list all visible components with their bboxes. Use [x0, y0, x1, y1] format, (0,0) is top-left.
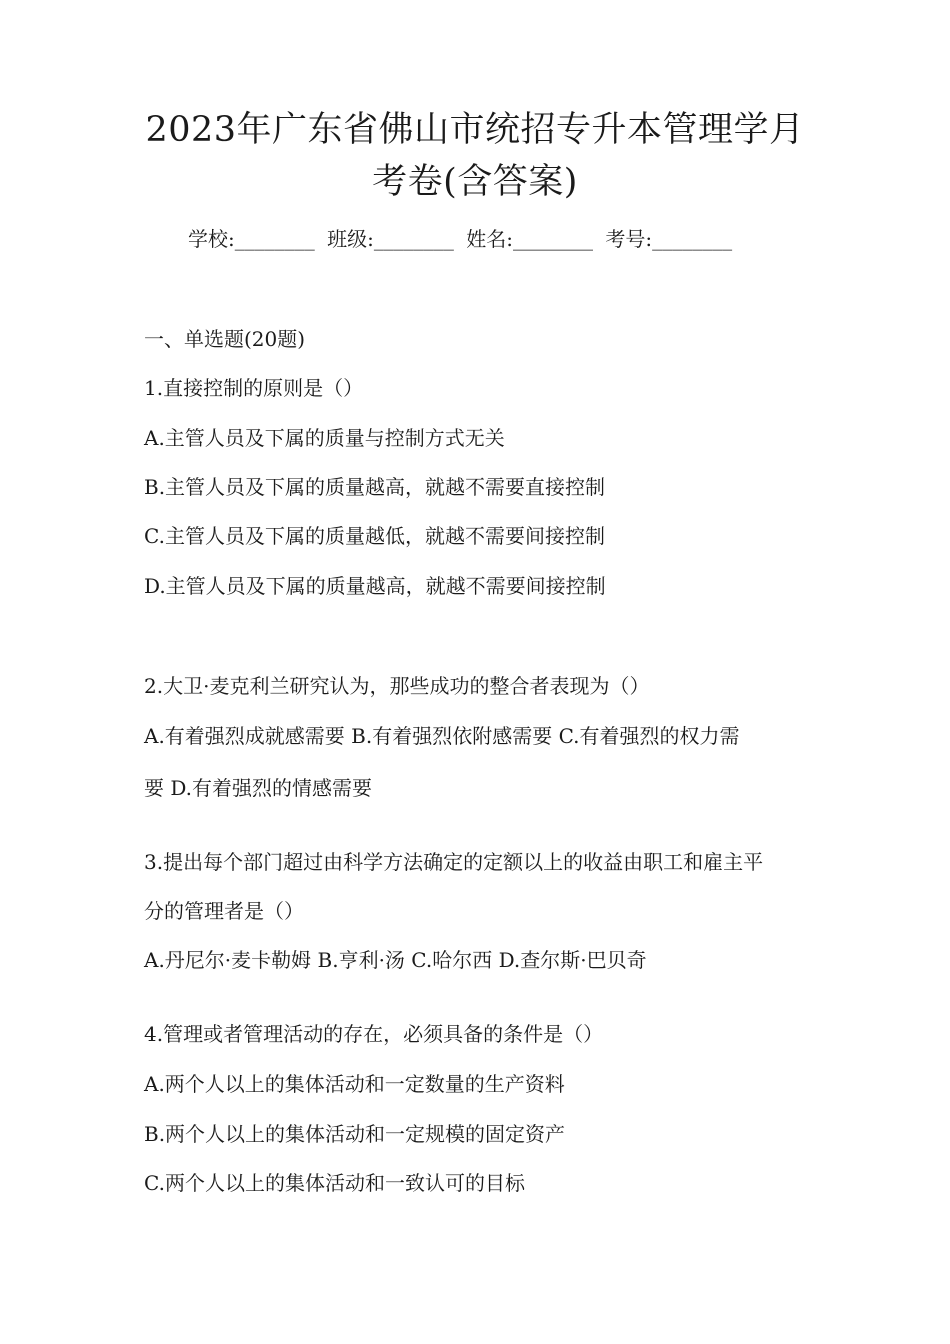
student-info-row	[188, 223, 738, 252]
q1-option-a: A.主管人员及下属的质量与控制方式无关	[144, 426, 505, 450]
q2-options-line-2: 要 D.有着强烈的情感需要	[144, 776, 373, 800]
section-heading: 一、单选题(20题)	[144, 327, 306, 351]
q4-option-b: B.两个人以上的集体活动和一定规模的固定资产	[144, 1122, 566, 1146]
school-field: 学校:________	[188, 227, 315, 251]
name-field: 姓名:________	[466, 227, 593, 251]
q3-stem-line-2: 分的管理者是（）	[144, 899, 304, 923]
q2-stem: 2.大卫·麦克利兰研究认为，那些成功的整合者表现为（）	[144, 674, 650, 698]
q4-option-a: A.两个人以上的集体活动和一定数量的生产资料	[144, 1072, 565, 1096]
q4-option-c: C.两个人以上的集体活动和一致认可的目标	[144, 1171, 525, 1195]
title-line-2: 考卷(含答案)	[372, 162, 578, 202]
q1-stem: 1.直接控制的原则是（）	[144, 376, 364, 400]
q1-option-d: D.主管人员及下属的质量越高，就越不需要间接控制	[144, 574, 606, 598]
title-line-1: 2023年广东省佛山市统招专升本管理学月	[145, 110, 805, 150]
q1-option-b: B.主管人员及下属的质量越高，就越不需要直接控制	[144, 475, 606, 499]
q4-stem: 4.管理或者管理活动的存在，必须具备的条件是（）	[144, 1022, 604, 1046]
exam-number-field: 考号:________	[605, 227, 733, 251]
class-field: 班级:________	[327, 227, 454, 251]
q3-stem-line-1: 3.提出每个部门超过由科学方法确定的定额以上的收益由职工和雇主平	[144, 850, 764, 874]
q2-options-line-1: A.有着强烈成就感需要 B.有着强烈依附感需要 C.有着强烈的权力需	[144, 724, 740, 748]
q1-option-c: C.主管人员及下属的质量越低，就越不需要间接控制	[144, 524, 605, 548]
q3-options: A.丹尼尔·麦卡勒姆 B.亨利·汤 C.哈尔西 D.查尔斯·巴贝奇	[144, 948, 647, 972]
